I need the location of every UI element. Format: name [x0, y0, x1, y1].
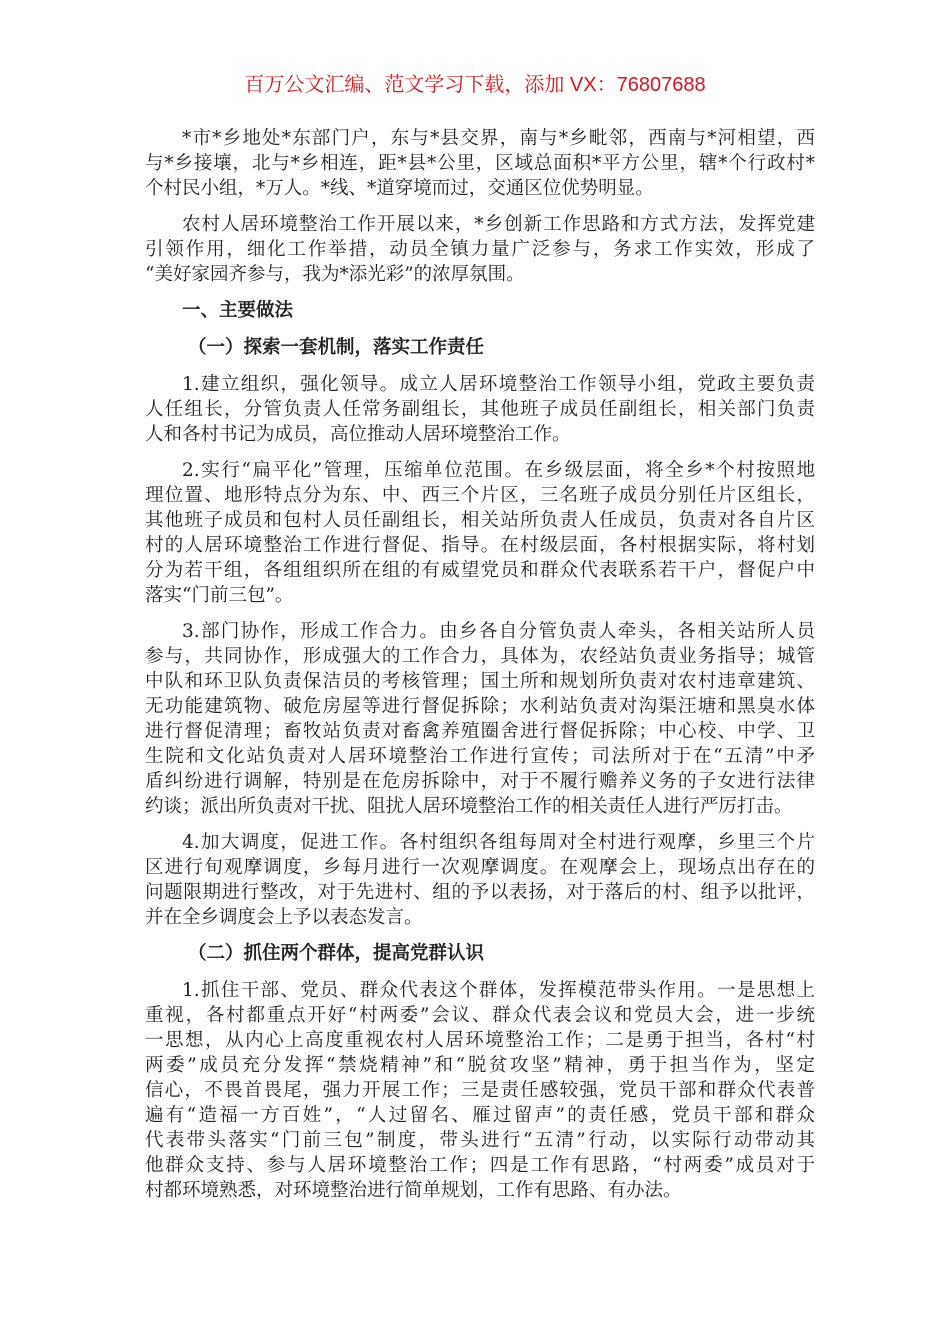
text-line: 1.抓住干部、党员、群众代表这个群体，发挥模范带头作用。一是思想上 — [182, 980, 815, 1001]
text-line: 生院和文化站负责对人居环境整治工作进行宣传；司法所对于在“五清”中矛 — [145, 746, 815, 767]
text-line: 农村人居环境整治工作开展以来，*乡创新工作思路和方式方法，发挥党建 — [182, 214, 815, 235]
text-line: 4.加大调度，促进工作。各村组织各组每周对全村进行观摩，乡里三个片 — [182, 832, 815, 853]
text-line: 盾纠纷进行调解，特别是在危房拆除中，对于不履行赡养义务的子女进行法律 — [145, 771, 815, 792]
text-line: 与*乡接壤，北与*乡相连，距*县*公里，区域总面积*平方公里，辖*个行政村* — [145, 153, 815, 174]
paragraph — [145, 619, 815, 819]
text-line: 其他班子成员和包村人员任副组长，相关站所负责人任成员，负责对各自片区 — [145, 510, 815, 531]
document-body — [145, 126, 815, 1214]
paragraph — [145, 126, 815, 201]
paragraph — [145, 372, 815, 447]
text-line: 个村民小组，*万人。*线、*道穿境而过，交通区位优势明显。 — [145, 178, 654, 199]
paragraph — [145, 458, 815, 608]
text-line: 进行督促清理；畜牧站负责对畜禽养殖圈舍进行督促拆除；中心校、中学、卫 — [145, 721, 815, 742]
text-line: 区进行旬观摩调度，乡每月进行一次观摩调度。在观摩会上，现场点出存在的 — [145, 857, 815, 878]
text-line: 理位置、地形特点分为东、中、西三个片区，三名班子成员分别任片区组长， — [145, 485, 815, 506]
section-heading: 一、主要做法 — [182, 300, 294, 321]
text-line: *市*乡地处*东部门户，东与*县交界，南与*乡毗邻，西南与*河相望，西 — [182, 128, 815, 149]
text-line: “美好家园齐参与，我为*添光彩”的浓厚氛围。 — [145, 264, 525, 285]
text-line: 2.实行“扁平化”管理，压缩单位范围。在乡级层面，将全乡*个村按照地 — [182, 460, 815, 481]
text-line: 并在全乡调度会上予以表态发言。 — [145, 907, 423, 928]
text-line: 遍有“造福一方百姓”，“人过留名、雁过留声”的责任感，党员干部和群众 — [145, 1105, 815, 1126]
subsection-heading: （二）抓住两个群体，提高党群认识 — [188, 943, 485, 964]
text-line: 一思想，从内心上高度重视农村人居环境整治工作；二是勇于担当，各村“村 — [145, 1030, 815, 1051]
text-line: 重视，各村都重点开好“村两委”会议、群众代表会议和党员大会，进一步统 — [145, 1005, 815, 1026]
text-line: 中队和环卫队负责保洁员的考核管理；国土所和规划所负责对农村违章建筑、 — [145, 671, 815, 692]
paragraph — [145, 212, 815, 287]
text-line: 3.部门协作，形成工作合力。由乡各自分管负责人牵头，各相关站所人员 — [182, 621, 815, 642]
text-line: 村的人居环境整治工作进行督促、指导。在村级层面，各村根据实际，将村划 — [145, 535, 815, 556]
text-line: 1.建立组织，强化领导。成立人居环境整治工作领导小组，党政主要负责 — [182, 374, 815, 395]
text-line: 他群众支持、参与人居环境整治工作；四是工作有思路，“村两委”成员对于 — [145, 1155, 815, 1176]
watermark-banner: 百万公文汇编、范文学习下载，添加 VX：76807688 — [244, 74, 706, 96]
text-line: 参与，共同协作，形成强大的工作合力，具体为，农经站负责业务指导；城管 — [145, 646, 815, 667]
text-line: 代表带头落实“门前三包”制度，带头进行“五清”行动，以实际行动带动其 — [145, 1130, 815, 1151]
text-line: 信心，不畏首畏尾，强力开展工作；三是责任感较强，党员干部和群众代表普 — [145, 1080, 815, 1101]
text-line: 落实“门前三包”。 — [145, 585, 294, 606]
paragraph — [145, 830, 815, 930]
text-line: 分为若干组，各组组织所在组的有威望党员和群众代表联系若干户，督促户中 — [145, 560, 815, 581]
text-line: 两委”成员充分发挥“禁烧精神”和“脱贫攻坚”精神，勇于担当作为，坚定 — [145, 1055, 815, 1076]
subsection-heading: （一）探索一套机制，落实工作责任 — [188, 337, 485, 358]
text-line: 村都环境熟悉，对环境整治进行简单规划，工作有思路、有办法。 — [145, 1180, 682, 1201]
paragraph — [145, 978, 815, 1203]
text-line: 人任组长，分管负责人任常务副组长，其他班子成员任副组长，相关部门负责 — [145, 399, 815, 420]
text-line: 问题限期进行整改，对于先进村、组的予以表扬，对于落后的村、组予以批评， — [145, 882, 815, 903]
text-line: 引领作用，细化工作举措，动员全镇力量广泛参与，务求工作实效，形成了 — [145, 239, 815, 260]
text-line: 约谈；派出所负责对干扰、阻扰人居环境整治工作的相关责任人进行严厉打击。 — [145, 796, 793, 817]
text-line: 人和各村书记为成员，高位推动人居环境整治工作。 — [145, 424, 571, 445]
text-line: 无功能建筑物、破危房屋等进行督促拆除；水利站负责对沟渠汪塘和黑臭水体 — [145, 696, 815, 717]
